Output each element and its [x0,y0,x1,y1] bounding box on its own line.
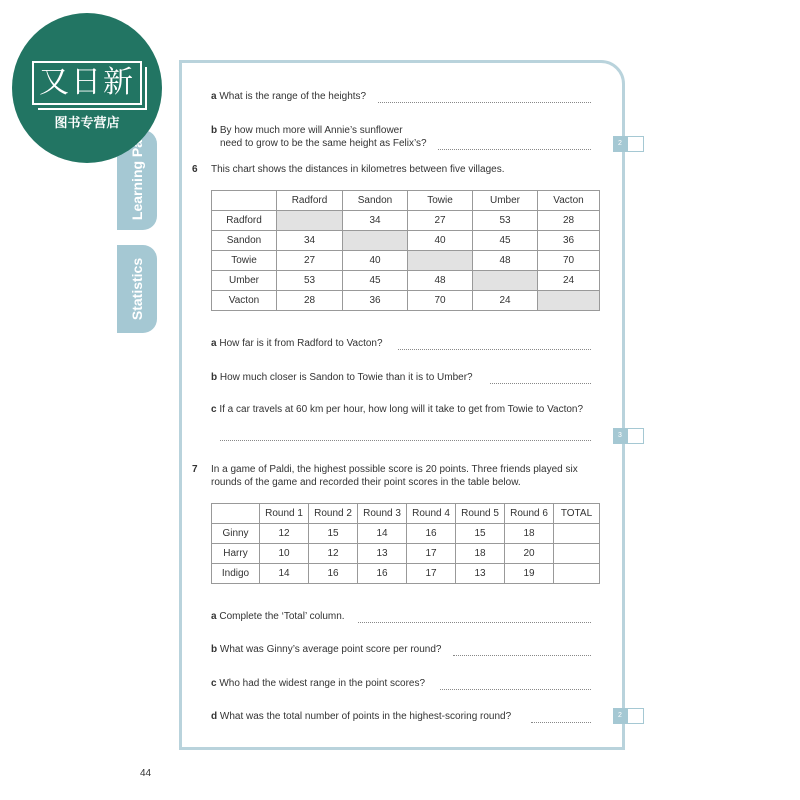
q7b: b What was Ginny’s average point score per round? [211,644,442,655]
total-cell[interactable] [554,544,600,564]
q6a: a How far is it from Radford to Vacton? [211,338,383,349]
table-cell: 27 [408,211,473,231]
table-cell: 17 [407,564,456,584]
table-row [212,251,600,271]
row-label: Ginny [212,524,260,544]
table-cell: 15 [309,524,358,544]
marks-label: 2 [613,136,627,152]
answer-line[interactable] [398,348,591,350]
marks-box[interactable] [613,428,643,444]
tab-statistics-label: Statistics [129,257,145,321]
logo-box [32,61,142,105]
scores-table [211,503,600,584]
answer-line[interactable] [453,654,591,656]
table-header-cell: TOTAL [554,504,600,524]
table-cell: 45 [343,271,408,291]
table-row [212,291,600,311]
table-cell: 53 [277,271,343,291]
table-cell [538,291,600,311]
answer-line[interactable] [378,101,591,103]
q5b-line2: need to grow to be the same height as Felix’s? [220,138,427,149]
marks-label: 2 [613,708,627,724]
row-label: Vacton [212,291,277,311]
table-header-cell: Sandon [343,191,408,211]
table-header-cell: Round 5 [456,504,505,524]
table-cell: 24 [473,291,538,311]
table-cell: 15 [456,524,505,544]
q7-intro-line2: rounds of the game and recorded their point scores in the table below. [211,477,521,488]
table-cell: 12 [309,544,358,564]
table-header-row [212,191,600,211]
table-cell: 40 [343,251,408,271]
q5a: a What is the range of the heights? [211,91,367,102]
store-logo [12,13,162,163]
table-header-cell [212,504,260,524]
table-header-cell: Towie [408,191,473,211]
answer-line[interactable] [358,621,591,623]
table-header-cell: Radford [277,191,343,211]
logo-sub-text: 图书专营店 [54,115,120,130]
table-cell: 10 [260,544,309,564]
table-cell: 24 [538,271,600,291]
row-label: Towie [212,251,277,271]
table-cell: 18 [505,524,554,544]
q7a: a Complete the ‘Total’ column. [211,611,345,622]
row-label: Indigo [212,564,260,584]
marks-label: 3 [613,428,627,444]
question-number: 6 [192,164,198,175]
table-row [212,211,600,231]
table-cell: 53 [473,211,538,231]
table-header-cell: Round 6 [505,504,554,524]
table-cell: 36 [538,231,600,251]
table-header-cell: Umber [473,191,538,211]
marks-input[interactable] [627,136,644,152]
table-cell: 34 [343,211,408,231]
table-cell [473,271,538,291]
table-cell: 40 [408,231,473,251]
table-cell: 48 [408,271,473,291]
total-cell[interactable] [554,524,600,544]
table-row [212,564,600,584]
table-header-cell: Round 1 [260,504,309,524]
table-cell: 70 [538,251,600,271]
answer-line[interactable] [220,439,591,441]
q6b: b How much closer is Sandon to Towie than it is to Umber? [211,372,473,383]
table-cell: 27 [277,251,343,271]
answer-line[interactable] [438,148,591,150]
table-cell: 36 [343,291,408,311]
tab-statistics[interactable] [117,245,157,333]
table-cell: 14 [358,524,407,544]
marks-box[interactable] [613,708,643,724]
table-cell: 16 [407,524,456,544]
table-cell: 28 [538,211,600,231]
table-cell: 13 [358,544,407,564]
total-cell[interactable] [554,564,600,584]
logo-main-text: 又日新 [39,65,135,100]
table-cell: 16 [309,564,358,584]
table-cell: 19 [505,564,554,584]
marks-input[interactable] [627,428,644,444]
table-row [212,544,600,564]
table-row [212,524,600,544]
table-cell: 14 [260,564,309,584]
answer-line[interactable] [531,721,591,723]
table-cell [277,211,343,231]
table-cell: 20 [505,544,554,564]
q7-intro-line1: In a game of Paldi, the highest possible score is 20 points. Three friends played six [211,464,578,475]
table-cell: 34 [277,231,343,251]
table-cell: 28 [277,291,343,311]
q5b-line1: b By how much more will Annie’s sunflower [211,125,403,136]
question-number: 7 [192,464,198,475]
q7c: c Who had the widest range in the point scores? [211,678,426,689]
table-cell: 48 [473,251,538,271]
table-cell: 70 [408,291,473,311]
tab-learning-label: Learning Pa [129,139,145,221]
q7d: d What was the total number of points in the highest-scoring round? [211,711,512,722]
table-header-cell [212,191,277,211]
marks-input[interactable] [627,708,644,724]
page-number: 44 [140,768,152,779]
table-cell: 13 [456,564,505,584]
table-cell: 45 [473,231,538,251]
distance-table [211,190,600,311]
table-cell [408,251,473,271]
table-header-cell: Round 4 [407,504,456,524]
answer-line[interactable] [490,382,591,384]
table-header-cell: Round 2 [309,504,358,524]
table-cell: 18 [456,544,505,564]
row-label: Harry [212,544,260,564]
table-row [212,231,600,251]
table-header-row [212,504,600,524]
table-row [212,271,600,291]
table-cell [343,231,408,251]
table-cell: 12 [260,524,309,544]
q6-intro: This chart shows the distances in kilometres between five villages. [211,164,505,175]
table-header-cell: Vacton [538,191,600,211]
q6c: c If a car travels at 60 km per hour, how long will it take to get from Towie to Vacton? [211,404,584,415]
table-cell: 16 [358,564,407,584]
table-header-cell: Round 3 [358,504,407,524]
marks-box[interactable] [613,136,643,152]
table-cell: 17 [407,544,456,564]
row-label: Radford [212,211,277,231]
row-label: Umber [212,271,277,291]
answer-line[interactable] [440,688,591,690]
row-label: Sandon [212,231,277,251]
